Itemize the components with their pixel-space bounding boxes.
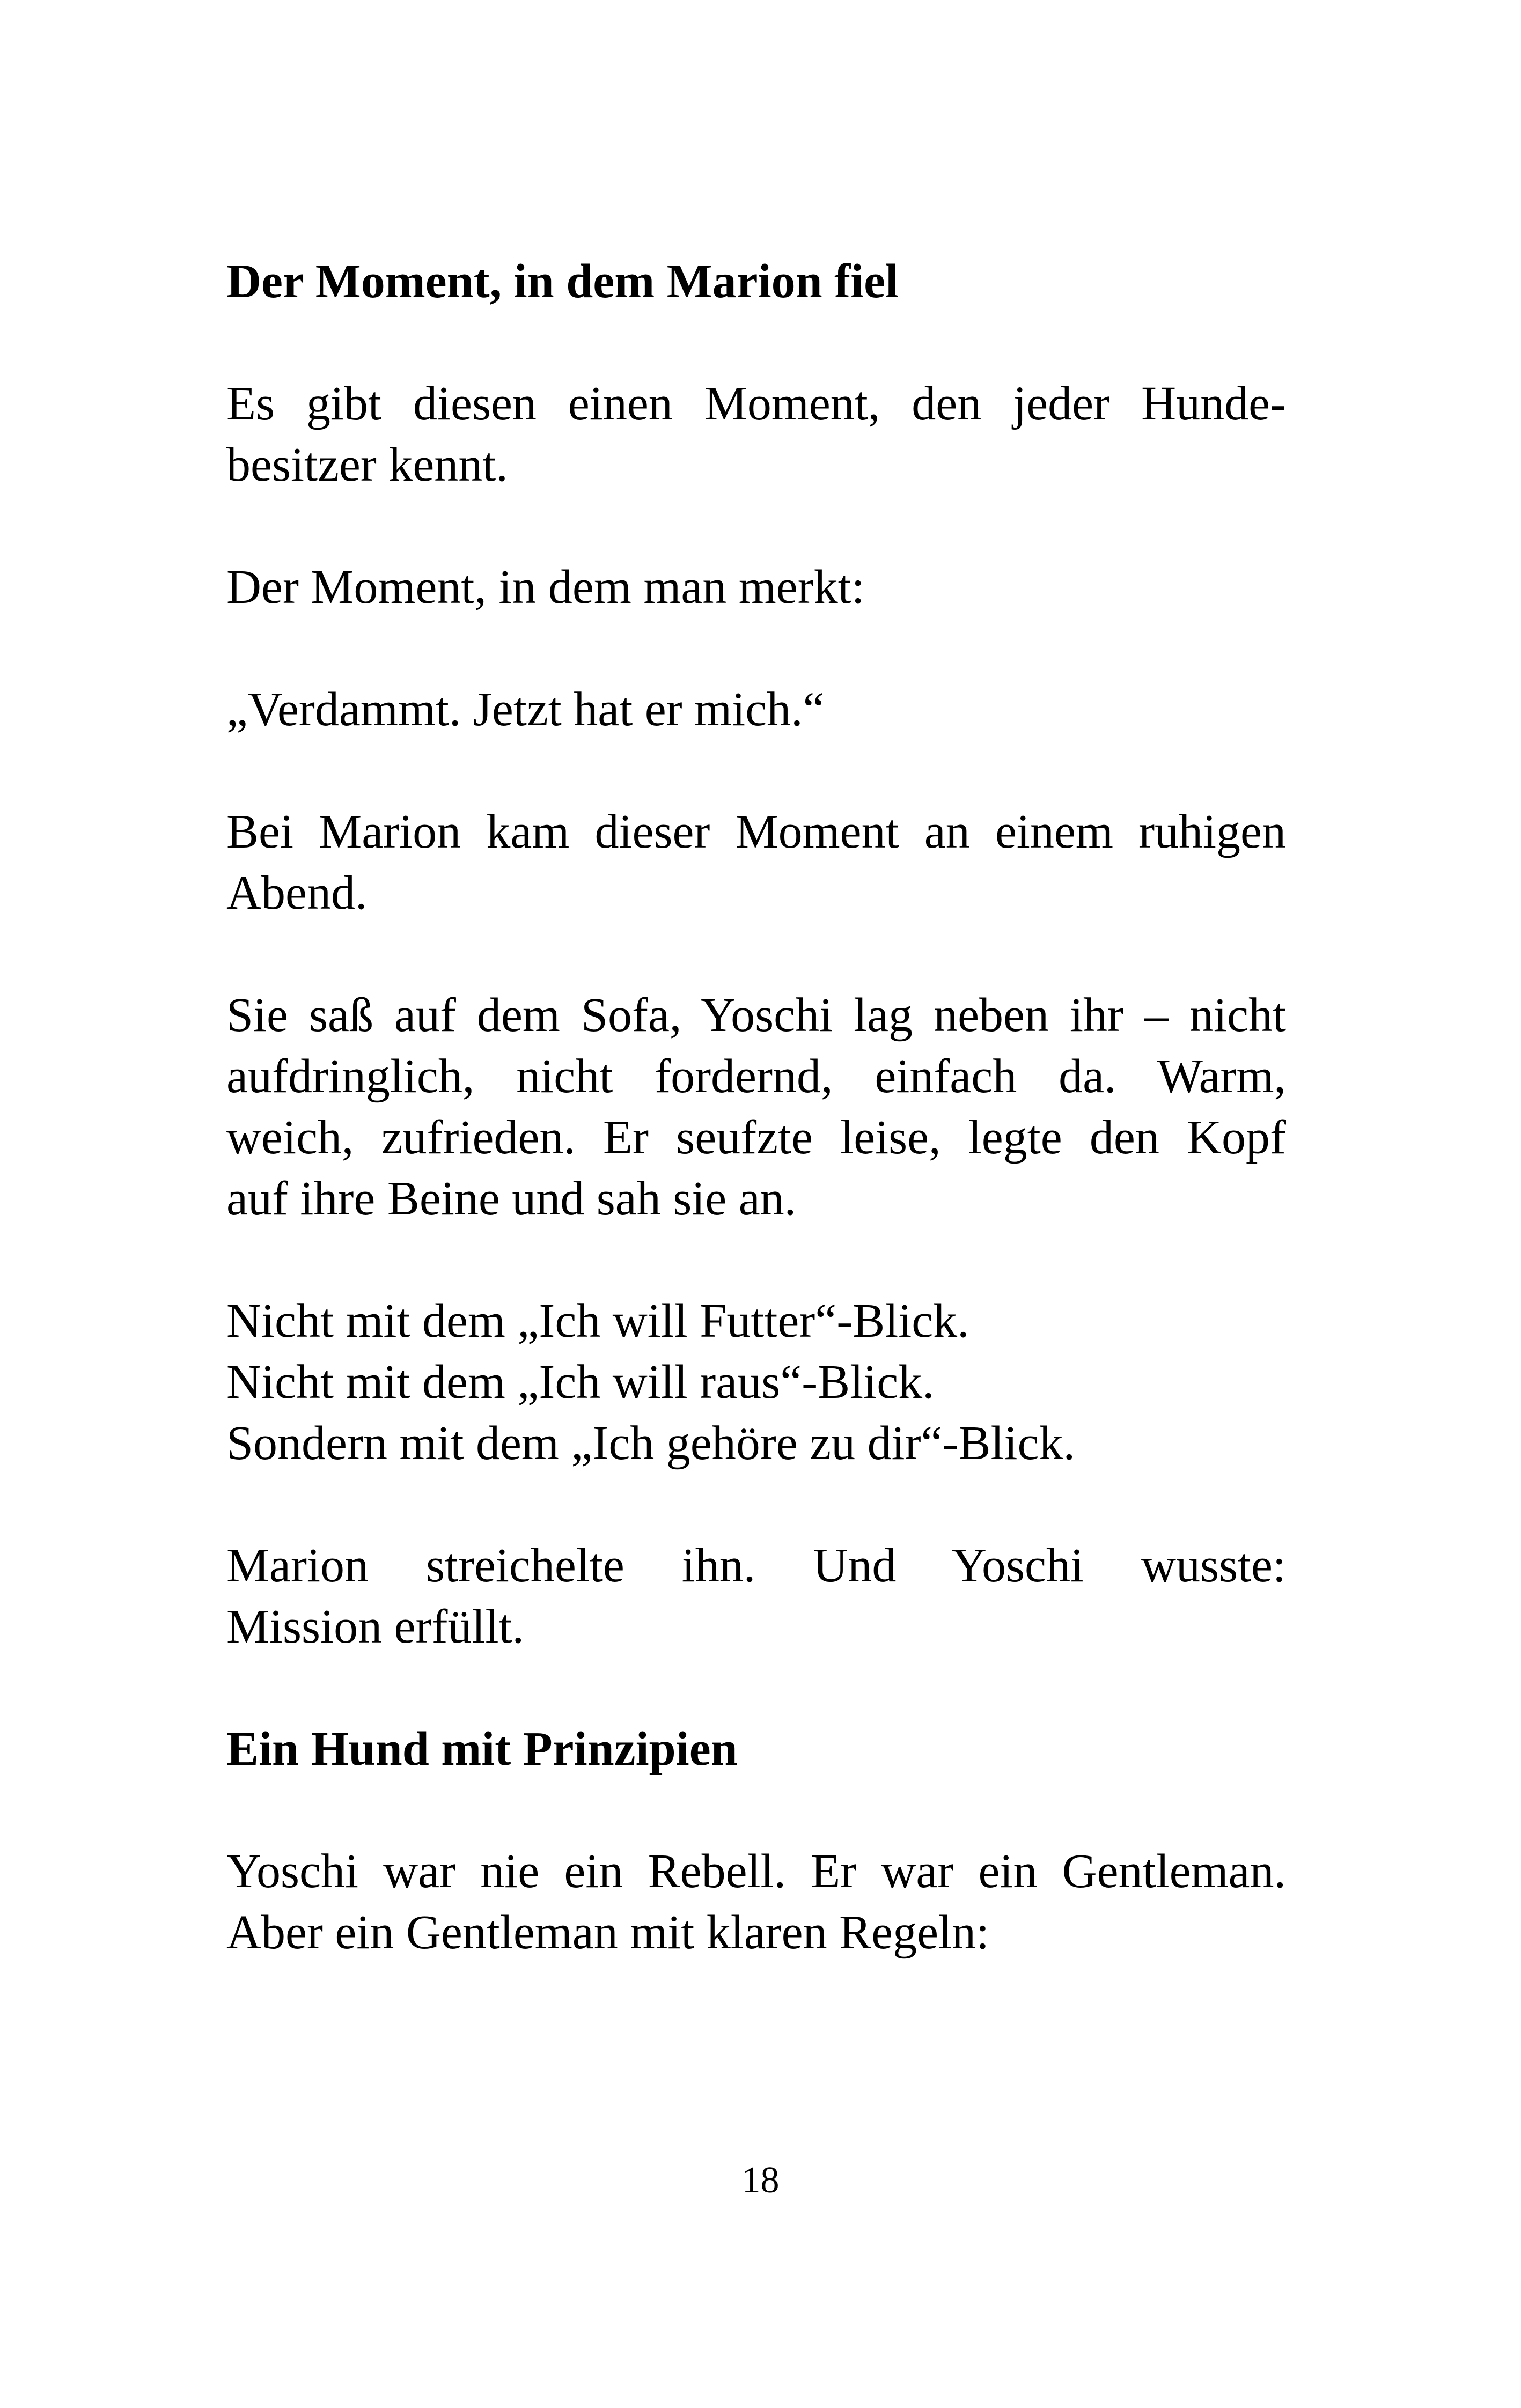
paragraph-line: Sondern mit dem „Ich gehöre zu dir“-Blick. <box>226 1417 1075 1470</box>
paragraph-line: Nicht mit dem „Ich will Futter“-Blick. <box>226 1294 969 1347</box>
paragraph-line: aufdringlich, nicht fordernd, einfach da. Warm, <box>226 1050 1286 1103</box>
section-heading: Der Moment, in dem Marion fiel <box>226 255 899 308</box>
paragraph-line: Bei Marion kam dieser Moment an einem ruhigen <box>226 805 1286 858</box>
paragraph-line: Der Moment, in dem man merkt: <box>226 561 865 614</box>
paragraph-line: Marion streichelte ihn. Und Yoschi wusste: <box>226 1539 1286 1592</box>
paragraph-line: Es gibt diesen einen Moment, den jeder Hunde- <box>226 377 1286 430</box>
paragraph-line: Aber ein Gentleman mit klaren Regeln: <box>226 1906 990 1959</box>
page-number: 18 <box>741 2160 780 2201</box>
paragraph-line: Abend. <box>226 866 368 919</box>
quote-line: „Verdammt. Jetzt hat er mich.“ <box>226 683 825 736</box>
paragraph-line: Yoschi war nie ein Rebell. Er war ein Gentleman. <box>226 1845 1286 1898</box>
paragraph-line: Mission erfüllt. <box>226 1600 524 1653</box>
paragraph-line: Nicht mit dem „Ich will raus“-Blick. <box>226 1356 935 1409</box>
section-heading: Ein Hund mit Prinzipien <box>226 1722 738 1776</box>
paragraph-line: weich, zufrieden. Er seufzte leise, legte den Kopf <box>226 1111 1286 1164</box>
paragraph-line: besitzer kennt. <box>226 438 508 491</box>
paragraph-line: auf ihre Beine und sah sie an. <box>226 1172 797 1225</box>
paragraph-line: Sie saß auf dem Sofa, Yoschi lag neben ihr – nicht <box>226 989 1286 1042</box>
